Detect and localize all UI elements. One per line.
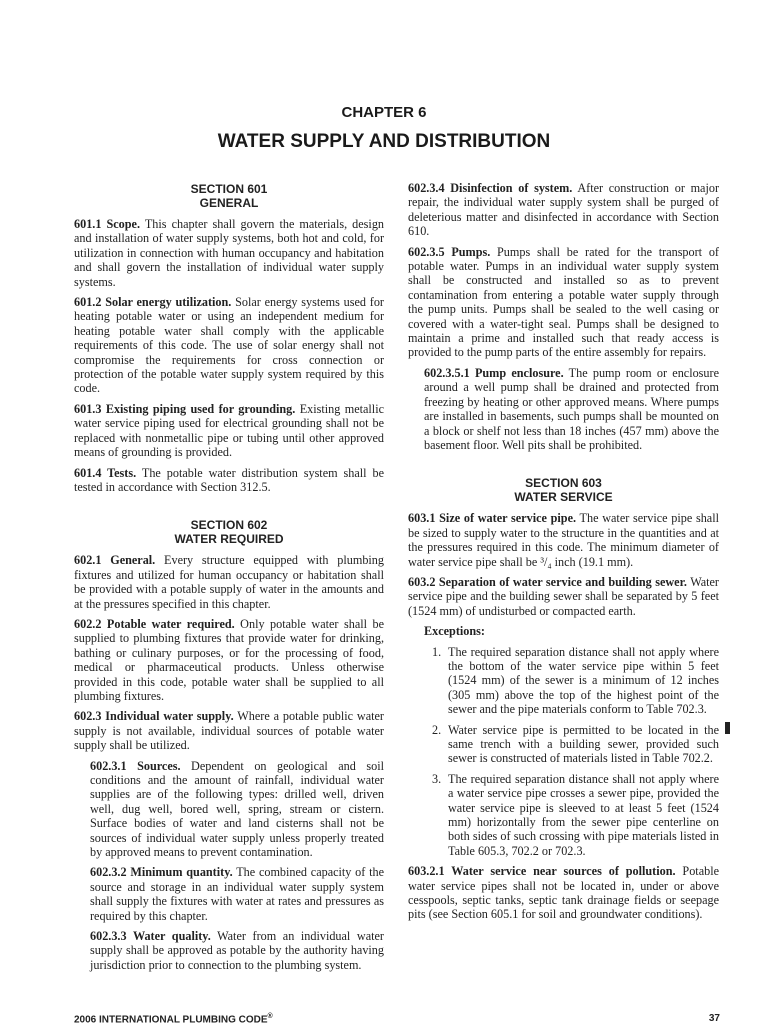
- paragraph-heading: 602.3.2 Minimum quantity.: [90, 865, 233, 880]
- paragraph-text: Solar energy systems used for heating potable water or using an independent medium for heating potable water shall comply with the applicable requirements of this code. The use of solar energy shall not compromise the requirements for cross connection or protection of the potable water supply system required by this code.: [74, 295, 384, 396]
- paragraph-heading: 603.1 Size of water service pipe.: [408, 511, 577, 526]
- code-paragraph: [408, 245, 719, 360]
- paragraph-heading: 603.2 Separation of water service and building sewer.: [408, 574, 687, 589]
- section-name: WATER REQUIRED: [174, 532, 284, 547]
- paragraph-heading: 601.4 Tests.: [74, 465, 137, 480]
- paragraph-text: Only potable water shall be supplied to plumbing fixtures that provide water for drinking, bathing or culinary purposes, or for the processing of food, medical or pharmaceutical products. Unless otherwise provided in this code, potable water shall be supplied to all plumbing fixtures.: [74, 616, 384, 703]
- code-paragraph: [74, 402, 384, 460]
- code-paragraph: [90, 865, 384, 923]
- code-paragraph: [74, 553, 384, 611]
- code-paragraph: [90, 759, 384, 860]
- code-paragraph: [408, 511, 719, 569]
- section-name: WATER SERVICE: [514, 490, 613, 505]
- code-paragraph: [74, 295, 384, 396]
- page-number: 37: [708, 1013, 720, 1024]
- paragraph-text: The water service pipe shall be sized to supply water to the structure in the quantities and at the pressures required in this code. The minimum diameter of water service pipe shall be ³/₄ inch (19.1 mm).: [408, 511, 719, 569]
- section-number: SECTION 601: [190, 182, 268, 196]
- chapter-label: CHAPTER 6: [341, 104, 427, 121]
- left-column: [74, 182, 384, 978]
- paragraph-text: The combined capacity of the source and storage in an individual water supply system shall supply the fixtures with water at rates and pressures as required by this chapter.: [90, 865, 384, 923]
- paragraph-heading: 602.2 Potable water required.: [74, 616, 235, 631]
- chapter-title: WATER SUPPLY AND DISTRIBUTION: [217, 131, 551, 152]
- section-name: GENERAL: [199, 196, 259, 210]
- code-paragraph: [74, 217, 384, 289]
- paragraph-text: Potable water service pipes shall not be located in, under or above cesspools, septic tanks, septic tank drainage fields or seepage pits (see Section 605.1 for soil and groundwater conditions).: [408, 864, 719, 922]
- exception-text: Water service pipe is permitted to be located in the same trench with a building sewer, provided such sewer is constructed of materials listed in Table 702.2.: [448, 722, 719, 766]
- paragraph-heading: 601.2 Solar energy utilization.: [74, 295, 232, 310]
- paragraph-text: Water service pipe and the building sewer shall be separated by 5 feet (1524 mm) of undisturbed or compacted earth.: [408, 574, 719, 618]
- section-number: SECTION 602: [190, 518, 268, 533]
- paragraph-text: Every structure equipped with plumbing fixtures and utilized for human occupancy or habitation shall be provided with a potable supply of water in the amounts and at the pressures specified in this chapter.: [74, 553, 384, 611]
- exception-number: 1.: [432, 644, 442, 659]
- code-paragraph: [74, 617, 384, 703]
- code-paragraph: [424, 366, 719, 452]
- paragraph-heading: 602.3.1 Sources.: [90, 758, 181, 773]
- paragraph-text: The pump room or enclosure around a well pump shall be drained and protected from freezing by heating or other approved means. Where pumps are installed in basements, such pumps shall be mounted on a block or shelf not less than 18 inches (457 mm) above the basement floor. Well pits shall be prohibited.: [424, 365, 719, 452]
- revision-bar: [725, 722, 730, 734]
- code-paragraph: [90, 929, 384, 972]
- exception-number: 3.: [432, 771, 442, 786]
- paragraph-text: After construction or major repair, the individual water supply system shall be purged of deleterious matter and disinfected in accordance with Section 610.: [408, 181, 719, 239]
- right-column: [408, 181, 719, 928]
- paragraph-heading: 602.3.3 Water quality.: [90, 929, 211, 944]
- exception-text: The required separation distance shall not apply where the bottom of the water service pipe within 5 feet (1524 mm) of the sewer is a minimum of 12 inches (305 mm) above the top of the highest point of the sewer and the pipe materials conform to Table 702.3.: [448, 644, 719, 717]
- exception-number: 2.: [432, 722, 442, 737]
- paragraph-text: Where a potable public water supply is not available, individual sources of potable water supply shall be utilized.: [74, 709, 384, 753]
- exception-item: [432, 772, 719, 858]
- paragraph-heading: 602.3.5.1 Pump enclosure.: [424, 365, 564, 380]
- section-heading: [74, 182, 384, 210]
- paragraph-heading: 602.3.4 Disinfection of system.: [408, 181, 573, 195]
- code-paragraph: [408, 575, 719, 618]
- paragraph-text: Water from an individual water supply shall be approved as potable by the authority having jurisdiction prior to connection to the plumbing system.: [90, 929, 384, 972]
- section-heading: [74, 518, 384, 546]
- code-paragraph: [74, 709, 384, 752]
- paragraph-text: Dependent on geological and soil conditions and the amount of rainfall, individual water supplies are of the following types: drilled well, driven well, dug well, bored well, spring, stream or cistern. Surface bodies of water and land cisterns shall not be sources of individual water supply unless properly treated by approved means to prevent contamination.: [90, 758, 384, 860]
- paragraph-text: The potable water distribution system shall be tested in accordance with Section 312.5.: [74, 465, 384, 494]
- paragraph-heading: 601.3 Existing piping used for grounding.: [74, 401, 296, 416]
- code-paragraph: [74, 466, 384, 495]
- paragraph-text: Existing metallic water service piping used for electrical grounding shall not be replaced with nonmetallic pipe or tubing until other approved means of grounding is provided.: [74, 401, 384, 460]
- exceptions-heading: Exceptions:: [424, 624, 485, 639]
- registered-mark: ®: [267, 1013, 273, 1020]
- section-heading: [408, 476, 719, 504]
- footer-code-title: 2006 INTERNATIONAL PLUMBING CODE®: [74, 1013, 273, 1025]
- exception-item: [432, 645, 719, 717]
- code-paragraph: [408, 181, 719, 239]
- paragraph-text: This chapter shall govern the materials, design and installation of water supply systems, both hot and cold, for utilization in connection with human occupancy and habitation and shall govern the installation of individual water supply systems.: [74, 217, 385, 289]
- section-number: SECTION 603: [525, 476, 602, 491]
- paragraph-heading: 603.2.1 Water service near sources of pollution.: [408, 864, 676, 879]
- paragraph-heading: 602.3 Individual water supply.: [74, 709, 234, 724]
- code-paragraph: [408, 864, 719, 922]
- paragraph-heading: 601.1 Scope.: [74, 217, 140, 231]
- paragraph-heading: 602.3.5 Pumps.: [408, 244, 491, 259]
- exception-item: [432, 723, 719, 766]
- paragraph-text: Pumps shall be rated for the transport of potable water. Pumps in an individual water supply system shall be constructed and installed so as to prevent contamination from entering a potable water supply through the pump units. Pumps shall be sealed to the well casing or covered with a water-tight seal. Pumps shall be designed to maintain a prime and installed such that ready access is provided to the pump parts of the entire assembly for repairs.: [408, 244, 719, 360]
- exception-text: The required separation distance shall not apply where a water service pipe crosses a sewer pipe, provided the water service pipe is sleeved to at least 5 feet (1524 mm) horizontally from the sewer pipe centerline on both sides of such crossing with pipe materials listed in Table 605.3, 702.2 or 702.3.: [448, 771, 719, 858]
- paragraph-heading: 602.1 General.: [74, 553, 156, 568]
